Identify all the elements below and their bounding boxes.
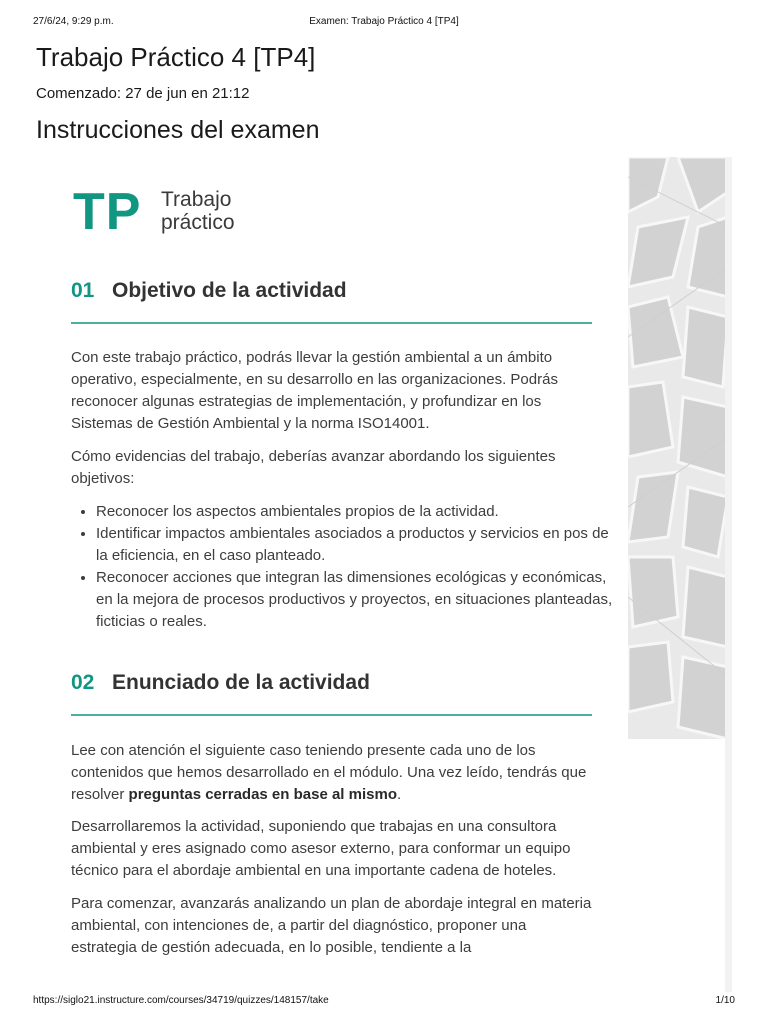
statement-paragraph-3: Para comenzar, avanzarás analizando un plan de abordaje integral en materia ambiental, con intenciones de, a partir del diagnóstico, proponer una estrategia de gestión adecuada, en lo posible, tendiente a la <box>71 895 592 956</box>
statement-paragraph-2: Desarrollaremos la actividad, suponiendo que trabajas en una consultora ambiental y eres asignado como asesor externo, para conformar un equipo técnico para el abordaje ambiental en una importante cadena de hoteles. <box>71 818 571 879</box>
tp-logo-word-line2: práctico <box>161 211 235 234</box>
side-decorative-photo <box>628 157 728 739</box>
tp-logo-word <box>161 188 281 234</box>
list-item: • Reconocer acciones que integran las dimensiones ecológicas y económicas, en la mejora de procesos productivos y proyectos, en situaciones planteadas, ficticias o reales. <box>96 567 621 633</box>
print-footer <box>33 995 735 1009</box>
instructions-heading: Instrucciones del examen <box>36 116 320 144</box>
objective-list <box>71 501 621 633</box>
section-number: 02 <box>71 671 95 694</box>
section-title: Objetivo de la actividad <box>112 279 347 302</box>
statement-text-end: . <box>396 786 402 803</box>
tp-logo-mark: TP <box>73 183 142 241</box>
section-02-heading <box>71 671 592 711</box>
print-url: https://siglo21.instructure.com/courses/34719/quizzes/148157/take <box>33 995 329 1006</box>
statement-paragraph-1 <box>71 740 596 806</box>
page-number: 1/10 <box>715 995 735 1006</box>
section-number: 01 <box>71 279 95 302</box>
started-timestamp: Comenzado: 27 de jun en 21:12 <box>36 85 250 102</box>
page-title: Trabajo Práctico 4 [TP4] <box>36 42 316 72</box>
statement-emphasis: preguntas cerradas en base al mismo <box>128 786 397 803</box>
statement-text: Lee con atención el siguiente caso teniendo presente cada uno de los contenidos que hemos desarrollado en el módulo. Una vez leído, tendrás que resolver <box>71 742 587 803</box>
section-title: Enunciado de la actividad <box>112 671 370 694</box>
page-right-edge <box>725 157 732 992</box>
print-document-title: Examen: Trabajo Práctico 4 [TP4] <box>309 16 459 27</box>
section-01-heading <box>71 279 592 319</box>
section-divider <box>71 714 592 716</box>
print-header <box>33 16 735 30</box>
print-date: 27/6/24, 9:29 p.m. <box>33 16 114 27</box>
objective-paragraph-1: Con este trabajo práctico, podrás llevar la gestión ambiental a un ámbito operativo, especialmente, en su desarrollo en las organizaciones. Podrás reconocer algunas estrategias de implementación, y profundizar en los Sistemas de Gestión Ambiental y la norma ISO14001. <box>71 349 558 432</box>
tp-logo-word-line1: Trabajo <box>161 188 232 211</box>
objective-paragraph-2: Cómo evidencias del trabajo, deberías avanzar abordando los siguientes objetivos: <box>71 448 556 487</box>
section-divider <box>71 322 592 324</box>
list-item: • Reconocer los aspectos ambientales propios de la actividad. <box>96 501 621 523</box>
list-item: • Identificar impactos ambientales asociados a productos y servicios en pos de la eficiencia, en el caso planteado. <box>96 523 621 567</box>
